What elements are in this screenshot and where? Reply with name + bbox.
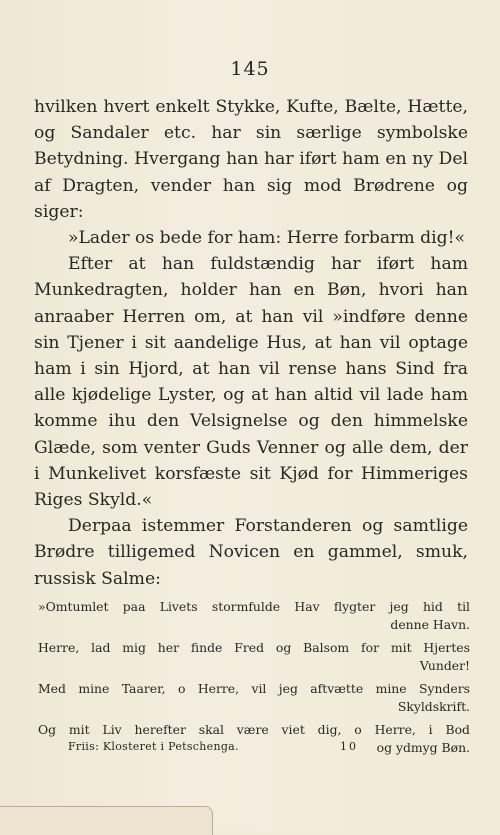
- verse-line-continuation: Skyldskrift.: [397, 698, 470, 714]
- running-title: Friis: Klosteret i Petschenga.: [68, 740, 239, 753]
- verse-line-continuation: denne Havn.: [390, 616, 470, 632]
- verse-line-continuation: Vunder!: [419, 657, 470, 673]
- paragraph-3: Efter at han fuldstændig har iført ham Munkedragten, holder han en Bøn, hvori han anraaber Herren om, at han vil »indføre denne sin Tjener i sit aandelige Hus, at han vil optage ham i sin Hjord, at han vil rense hans Sind fra alle kjødelige Lyster, og at han altid vil lade ham komme ihu den Velsignelse og den himmelske Glæde, som venter Guds Venner og alle dem, der i Munkelivet korsfæste sit Kjød for Himmeriges Riges Skyld.«: [34, 254, 468, 511]
- paragraph-1: hvilken hvert enkelt Stykke, Kufte, Bælte, Hætte, og Sandaler etc. har sin særlige symbolske Betydning. Hvergang han har iført ham en ny Del af Dragten, vender han sig mod Brødrene og siger:: [34, 97, 468, 222]
- verse-line: [38, 639, 470, 674]
- verse-line-text: Herre, lad mig her finde Fred og Balsom for mit Hjertes: [38, 640, 470, 655]
- paragraph-2: »Lader os bede for ham: Herre forbarm dig!«: [68, 228, 466, 249]
- signature-mark: 10: [340, 740, 358, 753]
- verse-line-continuation: og ydmyg Bøn.: [376, 739, 470, 755]
- verse-line: [38, 598, 470, 633]
- page-footer: [68, 740, 358, 753]
- verse-line-text: Med mine Taarer, o Herre, vil jeg aftvætte mine Synders: [38, 681, 470, 696]
- verse-line: [38, 680, 470, 715]
- body-text: [34, 94, 468, 592]
- verse-line-text: »Omtumlet paa Livets stormfulde Hav flygter jeg hid til: [38, 599, 470, 614]
- paragraph-4: Derpaa istemmer Forstanderen og samtlige Brødre tilligemed Novicen en gammel, smuk, russisk Salme:: [34, 516, 468, 589]
- page-number: 145: [230, 58, 270, 80]
- verse-line-text: Og mit Liv herefter skal være viet dig, o Herre, i Bod: [38, 722, 470, 737]
- hymn-verse: [38, 598, 470, 762]
